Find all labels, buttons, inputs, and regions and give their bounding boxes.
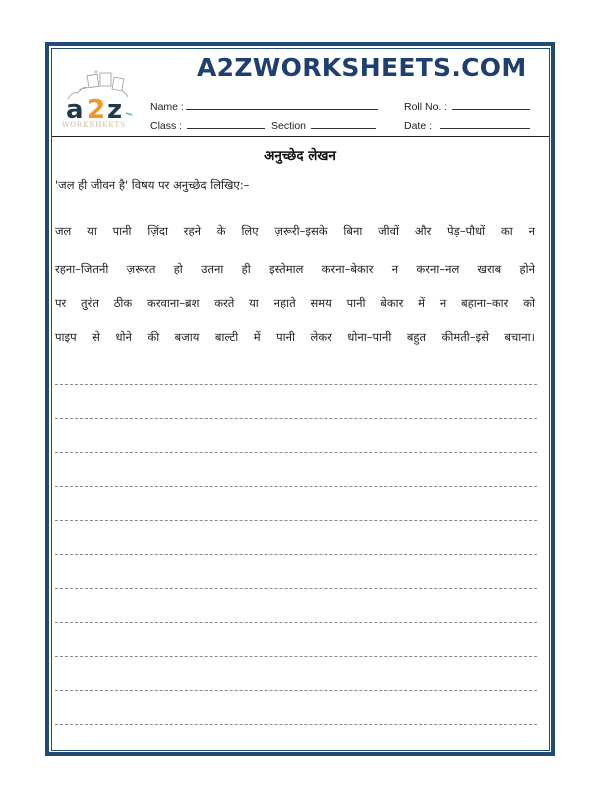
- writing-line[interactable]: [55, 384, 537, 385]
- writing-line[interactable]: [55, 554, 537, 555]
- name-label: Name :: [150, 101, 184, 113]
- worksheet-heading: अनुच्छेद लेखन: [264, 148, 336, 164]
- writing-line[interactable]: [55, 520, 537, 521]
- paragraph-line: जल या पानी ज़िंदा रहने के लिए ज़रूरी–इसके बिना जीवों और पेड़–पौधों का न: [55, 224, 535, 238]
- class-field[interactable]: [150, 118, 265, 132]
- svg-text:a: a: [66, 95, 84, 125]
- section-blank[interactable]: [311, 118, 376, 129]
- logo-subtitle: WORKSHEETS: [62, 121, 127, 129]
- writing-line[interactable]: [55, 588, 537, 589]
- roll-no-field[interactable]: [404, 99, 530, 113]
- writing-line[interactable]: [55, 724, 537, 725]
- logo-graphic-icon: [60, 69, 140, 129]
- section-label: Section: [271, 120, 307, 132]
- class-blank[interactable]: [187, 118, 265, 129]
- date-blank[interactable]: [440, 118, 530, 129]
- paragraph-line: रहना–जितनी ज़रूरत हो उतना ही इस्तेमाल करना–बेकार न करना–नल खराब होने: [55, 262, 535, 276]
- roll-no-blank[interactable]: [452, 99, 530, 110]
- section-field[interactable]: [271, 118, 376, 132]
- roll-no-label: Roll No. :: [404, 101, 448, 113]
- class-label: Class :: [150, 120, 183, 132]
- instruction-text: 'जल ही जीवन है' विषय पर अनुच्छेद लिखिए:–: [55, 178, 250, 192]
- a2z-logo: [60, 69, 140, 129]
- writing-line[interactable]: [55, 656, 537, 657]
- date-label: Date :: [404, 120, 433, 132]
- date-field[interactable]: [404, 118, 530, 132]
- svg-text:2: 2: [87, 95, 106, 125]
- writing-line[interactable]: [55, 622, 537, 623]
- svg-text:z: z: [107, 95, 123, 125]
- name-blank[interactable]: [186, 99, 378, 110]
- worksheet-header: [52, 49, 549, 137]
- name-field[interactable]: [150, 99, 378, 113]
- paragraph-line: पर तुरंत ठीक करवाना–ब्रश करते या नहाते समय पानी बेकार में न बहाना–कार को: [55, 296, 535, 310]
- writing-line[interactable]: [55, 486, 537, 487]
- paragraph-line: पाइप से धोने की बजाय बाल्टी में पानी लेकर धोना–पानी बहुत कीमती–इसे बचाना।: [55, 330, 535, 344]
- site-title: A2ZWORKSHEETS.COM: [197, 53, 527, 82]
- writing-line[interactable]: [55, 452, 537, 453]
- writing-line[interactable]: [55, 690, 537, 691]
- writing-line[interactable]: [55, 418, 537, 419]
